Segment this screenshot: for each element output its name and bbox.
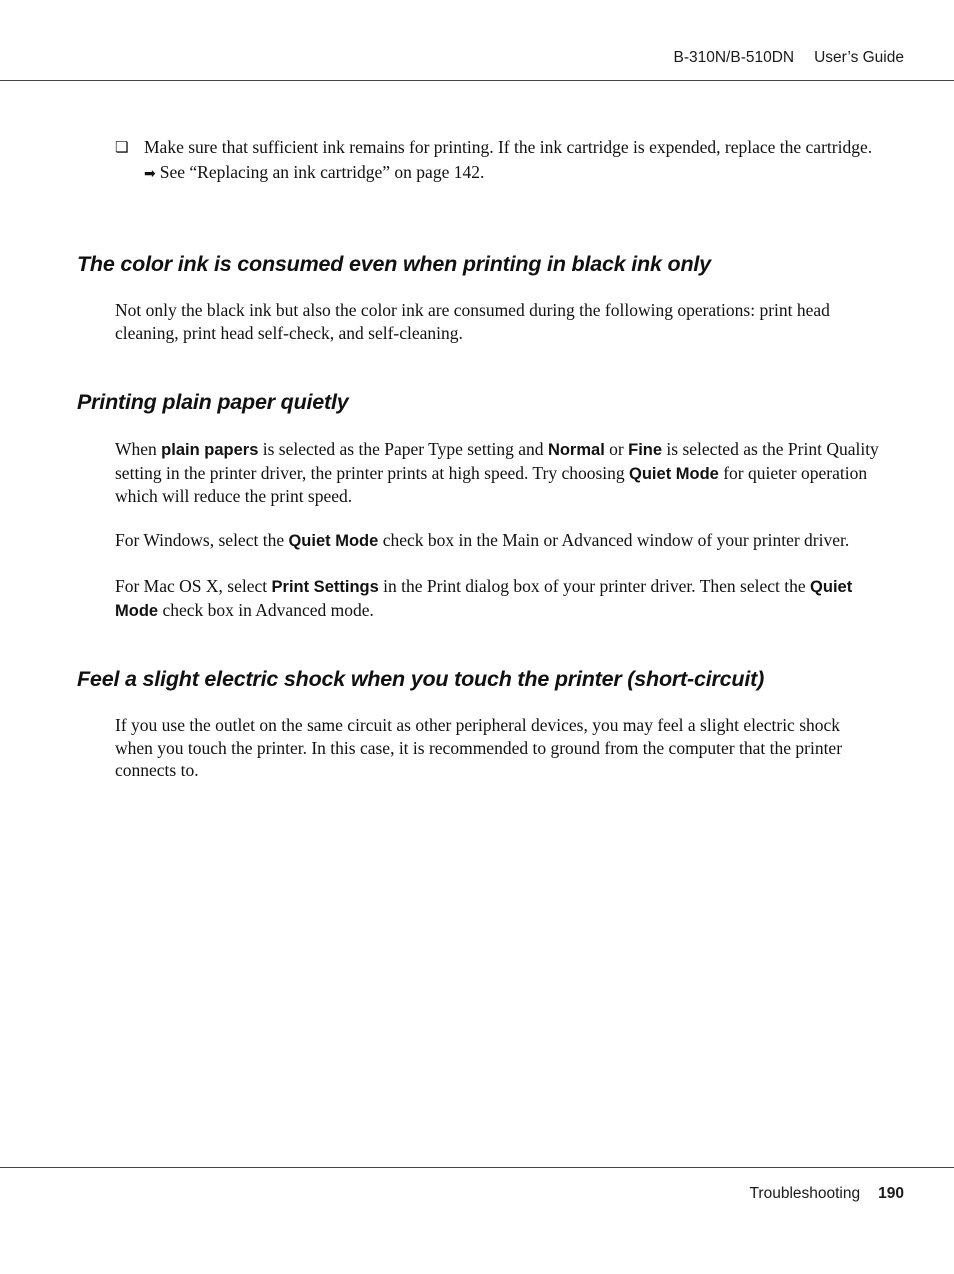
arrow-right-icon: ➡ xyxy=(144,165,156,182)
ui-term-quiet-mode: Quiet Mode xyxy=(629,464,719,483)
cross-reference-link[interactable]: See “Replacing an ink cartridge” on page 142. xyxy=(159,161,485,182)
section-heading-electric-shock: Feel a slight electric shock when you touch the printer (short-circuit) xyxy=(77,667,765,691)
footer-divider xyxy=(0,1167,954,1168)
header-divider xyxy=(0,80,954,81)
text-run: check box in Advanced mode. xyxy=(158,599,374,620)
bullet-item xyxy=(115,136,880,185)
ui-term-normal: Normal xyxy=(547,441,605,459)
ui-term-fine: Fine xyxy=(628,441,663,459)
text-run: For Mac OS X, select xyxy=(115,576,272,596)
bullet-text: Make sure that sufficient ink remains for printing. If the ink cartridge is expended, replace the cartridge. xyxy=(144,137,873,157)
text-run: For Windows, select the xyxy=(115,530,289,550)
paragraph-quiet-mode xyxy=(115,438,880,508)
section-heading-quiet-printing: Printing plain paper quietly xyxy=(77,390,349,414)
ui-term-quiet-mode: Quiet Mode xyxy=(288,532,379,550)
paragraph-mac xyxy=(115,575,880,622)
ui-term-plain-papers: plain papers xyxy=(161,441,259,459)
page-header xyxy=(674,49,905,67)
text-run: or xyxy=(604,439,629,459)
cross-reference[interactable] xyxy=(144,161,880,186)
text-run: is selected as the Print Quality setting in the printer driver, the printer prints at high speed. Try choosing xyxy=(115,439,879,483)
header-model: B-310N/B-510DN xyxy=(673,49,795,66)
text-run: for quieter operation which will reduce the print speed. xyxy=(115,462,868,506)
text-run: in the Print dialog box of your printer driver. Then select the xyxy=(378,576,811,596)
ui-term-quiet-mode: Quiet Mode xyxy=(115,578,853,620)
text-run: When xyxy=(115,439,162,459)
footer-section: Troubleshooting xyxy=(749,1185,861,1202)
paragraph-windows xyxy=(115,529,880,553)
page-footer xyxy=(750,1185,904,1203)
paragraph-color-ink: Not only the black ink but also the color ink are consumed during the following operations: print head cleaning, print head self-check, and self-cleaning. xyxy=(115,300,830,343)
checkbox-bullet-icon: ❏ xyxy=(115,138,129,156)
page-number: 190 xyxy=(878,1185,904,1202)
header-guide-title: User’s Guide xyxy=(814,49,904,66)
text-run: check box in the Main or Advanced window of your printer driver. xyxy=(378,530,850,550)
paragraph-electric-shock: If you use the outlet on the same circuit as other peripheral devices, you may feel a slight electric shock when you touch the printer. In this case, it is recommended to ground from the computer that the printer connects to. xyxy=(115,715,843,780)
section-heading-color-ink: The color ink is consumed even when printing in black ink only xyxy=(77,252,711,276)
text-run: is selected as the Paper Type setting and xyxy=(258,439,548,459)
ui-term-print-settings: Print Settings xyxy=(271,578,379,596)
